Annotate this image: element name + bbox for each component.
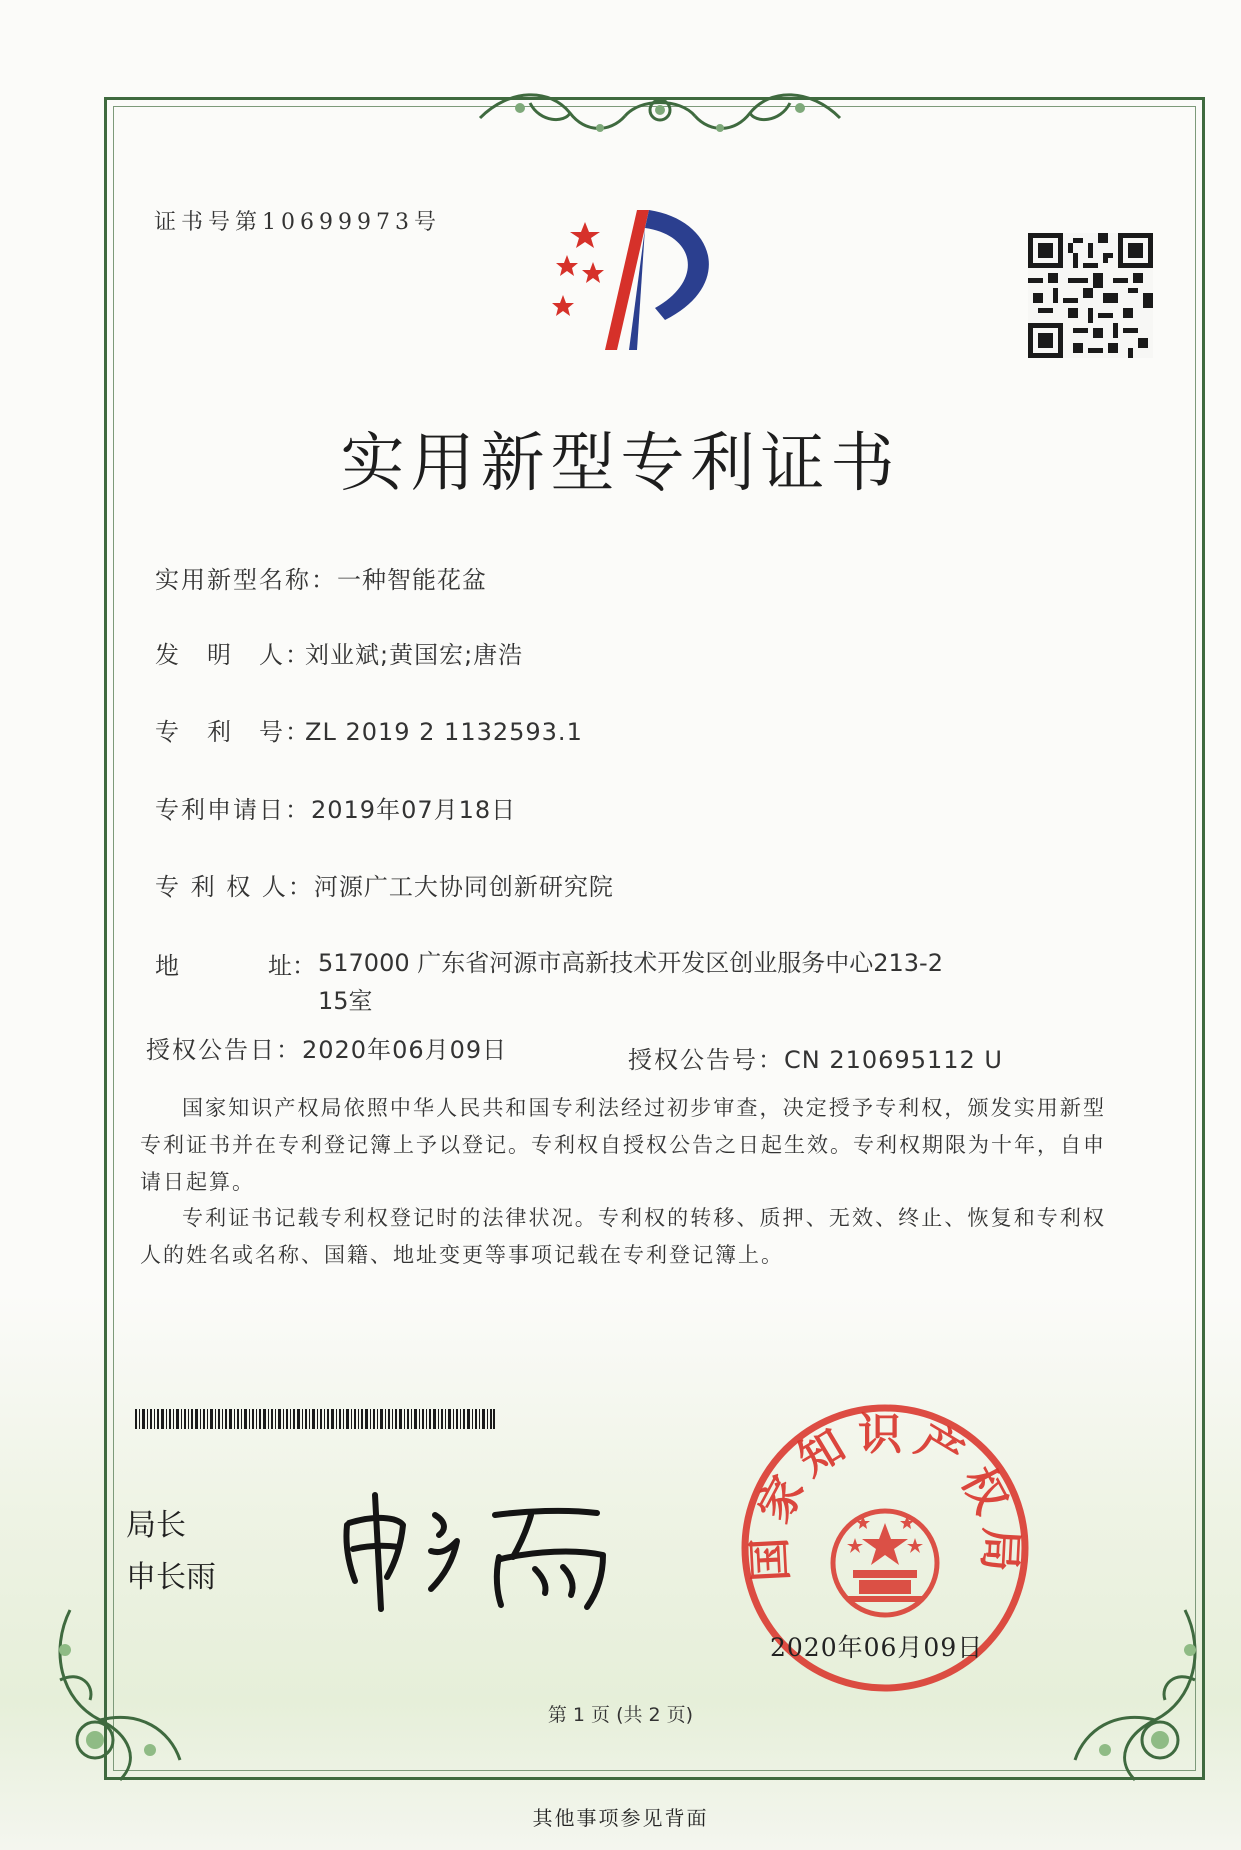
bottom-left-ornament [40,1590,190,1790]
barcode [135,1409,495,1429]
footer-note: 其他事项参见背面 [532,1806,709,1830]
top-ornament [470,78,850,148]
field-holder-label: 专 利 权 人： [155,873,314,901]
field-grant-no-value: CN 210695112 U [784,1046,1003,1074]
field-grant-date-label: 授权公告日： [146,1036,302,1064]
body-paragraph-2: 专利证书记载专利权登记时的法律状况。专利权的转移、质押、无效、终止、恢复和专利权人的姓名或名称、国籍、地址变更等事项记载在专利登记簿上。 [140,1206,1106,1267]
qr-code [1028,233,1153,358]
field-patent-no-label: 专 利 号： [155,718,311,746]
signatory-name: 申长雨 [126,1560,216,1595]
field-patent-no-value: ZL 2019 2 1132593.1 [305,718,583,746]
field-holder [155,867,614,902]
certificate-title: 实用新型专利证书 [340,427,901,501]
field-name [155,560,487,595]
body-paragraph-1: 国家知识产权局依照中华人民共和国专利法经过初步审查，决定授予专利权，颁发实用新型专利证书并在专利登记簿上予以登记。专利权自授权公告之日起生效。专利权期限为十年，自申请日起算。 [140,1096,1106,1194]
field-grant-no [628,1040,1003,1075]
field-inventor-value: 刘业斌;黄国宏;唐浩 [305,641,524,669]
field-apply-date-label: 专利申请日： [155,796,311,824]
bottom-right-ornament [1065,1590,1215,1790]
page-number: 第 1 页 (共 2 页) [547,1704,694,1726]
field-apply-date-value: 2019年07月18日 [311,796,517,824]
field-address-line2: 15室 [318,987,373,1015]
field-address-label-left: 地 [155,952,179,980]
svg-text:国家知识产权局 [744,1409,1026,1583]
cnipa-logo [545,200,755,360]
field-grant-date-value: 2020年06月09日 [302,1036,508,1064]
certificate-number: 证书号第10699973号 [154,210,441,235]
field-name-label: 实用新型名称： [155,566,337,594]
field-grant-no-label: 授权公告号： [628,1046,784,1074]
seal-text: 国家知识产权局 [743,1408,1027,1583]
field-grant-date [146,1030,507,1065]
signatory-title: 局长 [126,1508,186,1543]
field-inventor [155,635,523,670]
field-inventor-label: 发 明 人： [155,641,311,669]
field-name-value: 一种智能花盆 [337,566,487,594]
field-address-line1: 517000 广东省河源市高新技术开发区创业服务中心213-2 [318,949,943,977]
field-address-label-right: 址： [268,952,316,980]
field-apply-date [155,790,516,825]
field-patent-no [155,712,583,747]
seal-date: 2020年06月09日 [770,1633,984,1662]
field-holder-value: 河源广工大协同创新研究院 [313,873,614,901]
signature [335,1485,625,1615]
